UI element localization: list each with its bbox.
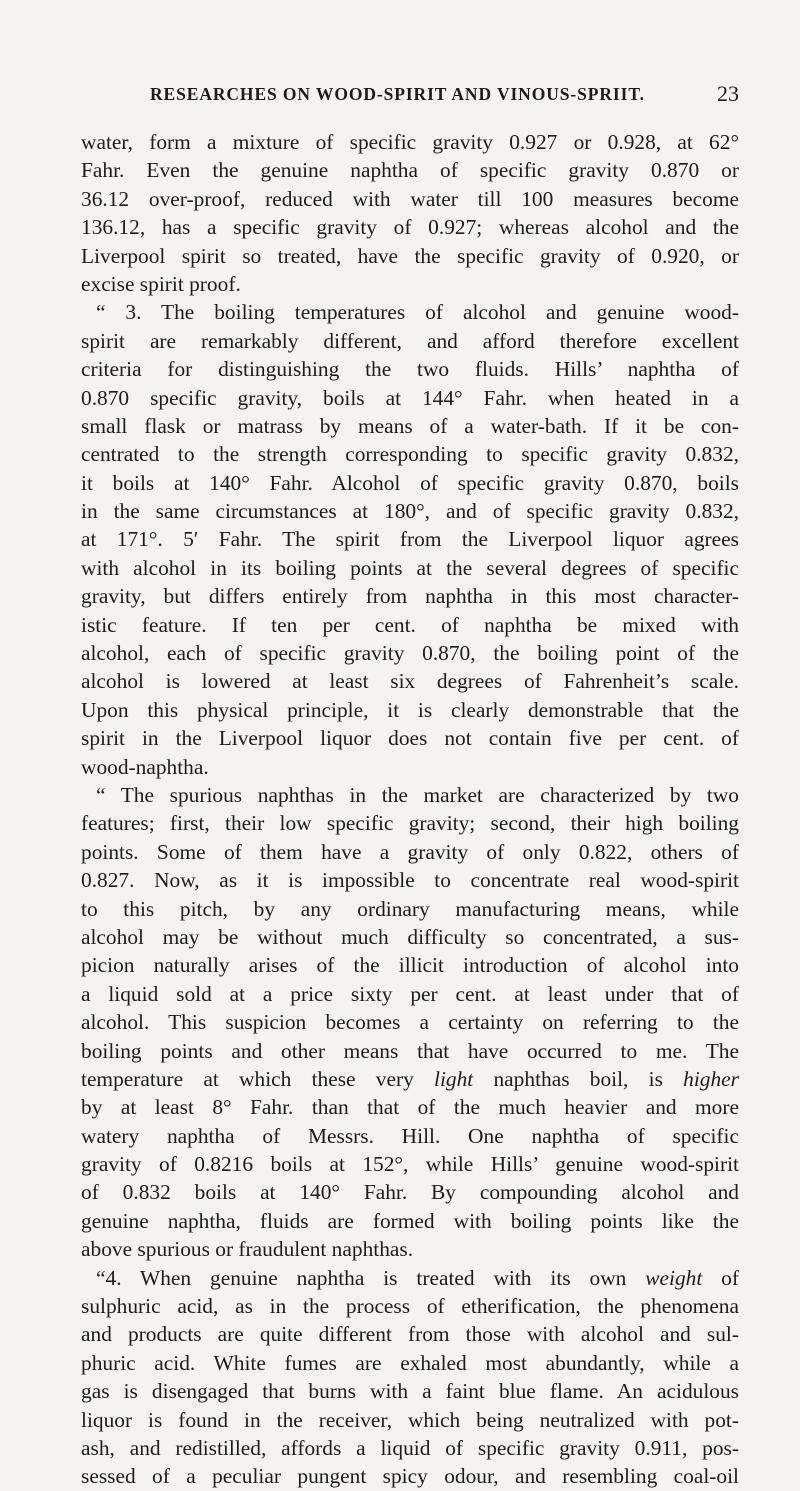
text-line: picion naturally arises of the illicit introduction of alcohol into <box>81 953 739 978</box>
text-line: 0.870 specific gravity, boils at 144° Fahr. when heated in a <box>81 385 739 410</box>
text-line: sessed of a peculiar pungent spicy odour, and resembling coal-oil <box>81 1464 739 1489</box>
text-line: boiling points and other means that have occurred to me. The <box>81 1038 739 1063</box>
text-line: 136.12, has a specific gravity of 0.927; whereas alcohol and the <box>81 215 739 240</box>
text-line: it boils at 140° Fahr. Alcohol of specific gravity 0.870, boils <box>81 470 739 495</box>
text-segment: temperature at which these very <box>81 1066 435 1091</box>
running-head <box>81 81 739 114</box>
text-line: genuine naphtha, fluids are formed with boiling points like the <box>81 1208 739 1233</box>
text-segment: “4. When genuine naphtha is treated with its own <box>96 1265 646 1290</box>
text-line: alcohol is lowered at least six degrees of Fahrenheit’s scale. <box>81 669 739 694</box>
text-line: criteria for distinguishing the two fluids. Hills’ naphtha of <box>81 357 739 382</box>
text-line: features; first, their low specific gravity; second, their high boiling <box>81 811 739 836</box>
text-line: sulphuric acid, as in the process of etherification, the phenomena <box>81 1294 739 1319</box>
text-line: alcohol, each of specific gravity 0.870, the boiling point of the <box>81 641 739 666</box>
text-line: ash, and redistilled, affords a liquid of specific gravity 0.911, pos- <box>81 1435 739 1460</box>
text-segment: naphthas boil, is <box>473 1066 684 1091</box>
text-line: 36.12 over-proof, reduced with water till 100 measures become <box>81 186 739 211</box>
text-line <box>81 1065 739 1093</box>
text-segment: of <box>702 1265 739 1290</box>
text-line <box>81 1264 739 1292</box>
italic-word: higher <box>683 1066 739 1091</box>
italic-word: weight <box>645 1265 703 1290</box>
text-line: with alcohol in its boiling points at the several degrees of specific <box>81 555 739 580</box>
text-line: points. Some of them have a gravity of only 0.822, others of <box>81 839 739 864</box>
text-line: Fahr. Even the genuine naphtha of specific gravity 0.870 or <box>81 158 739 183</box>
text-line: small flask or matrass by means of a water-bath. If it be con- <box>81 413 739 438</box>
text-line: in the same circumstances at 180°, and of specific gravity 0.832, <box>81 499 739 524</box>
page-number: 23 <box>717 81 739 106</box>
text-line: water, form a mixture of specific gravity 0.927 or 0.928, at 62° <box>81 130 739 154</box>
text-line: alcohol may be without much difficulty so concentrated, a sus- <box>81 924 739 949</box>
text-line: of 0.832 boils at 140° Fahr. By compounding alcohol and <box>81 1180 739 1205</box>
text-line: “ The spurious naphthas in the market are characterized by two <box>96 782 739 807</box>
text-line: 0.827. Now, as it is impossible to concentrate real wood-spirit <box>81 868 739 893</box>
text-line: spirit in the Liverpool liquor does not contain five per cent. of <box>81 726 739 751</box>
text-line: and products are quite different from those with alcohol and sul- <box>81 1322 739 1347</box>
text-line: by at least 8° Fahr. than that of the much heavier and more <box>81 1095 739 1120</box>
text-line: phuric acid. White fumes are exhaled most abundantly, while a <box>81 1350 739 1375</box>
text-line: liquor is found in the receiver, which being neutralized with pot- <box>81 1407 739 1432</box>
text-line: wood-naphtha. <box>81 754 209 779</box>
running-title: RESEARCHES ON WOOD-SPIRIT AND VINOUS-SPRIIT. <box>150 84 645 104</box>
text-line: gravity of 0.8216 boils at 152°, while Hills’ genuine wood-spirit <box>81 1152 739 1177</box>
text-line: gas is disengaged that burns with a faint blue flame. An acidulous <box>81 1379 739 1404</box>
text-line: Upon this physical principle, it is clearly demonstrable that the <box>81 697 739 722</box>
text-line: excise spirit proof. <box>81 271 241 296</box>
text-line: watery naphtha of Messrs. Hill. One naphtha of specific <box>81 1123 739 1148</box>
text-line: alcohol. This suspicion becomes a certainty on referring to the <box>81 1010 739 1035</box>
text-line: gravity, but differs entirely from naphtha in this most character- <box>81 584 739 609</box>
text-line: above spurious or fraudulent naphthas. <box>81 1237 414 1262</box>
document-page <box>81 81 739 1491</box>
text-line: at 171°. 5′ Fahr. The spirit from the Liverpool liquor agrees <box>81 527 739 552</box>
body-text <box>81 128 739 1491</box>
text-line: a liquid sold at a price sixty per cent. at least under that of <box>81 981 739 1006</box>
text-line: centrated to the strength corresponding to specific gravity 0.832, <box>81 442 739 467</box>
text-line: spirit are remarkably different, and afford therefore excellent <box>81 328 739 353</box>
text-line: to this pitch, by any ordinary manufacturing means, while <box>81 896 739 921</box>
text-line: Liverpool spirit so treated, have the specific gravity of 0.920, or <box>81 243 739 268</box>
text-line: “ 3. The boiling temperatures of alcohol and genuine wood- <box>96 300 739 325</box>
text-line: istic feature. If ten per cent. of naphtha be mixed with <box>81 612 739 637</box>
italic-word: light <box>434 1066 474 1091</box>
